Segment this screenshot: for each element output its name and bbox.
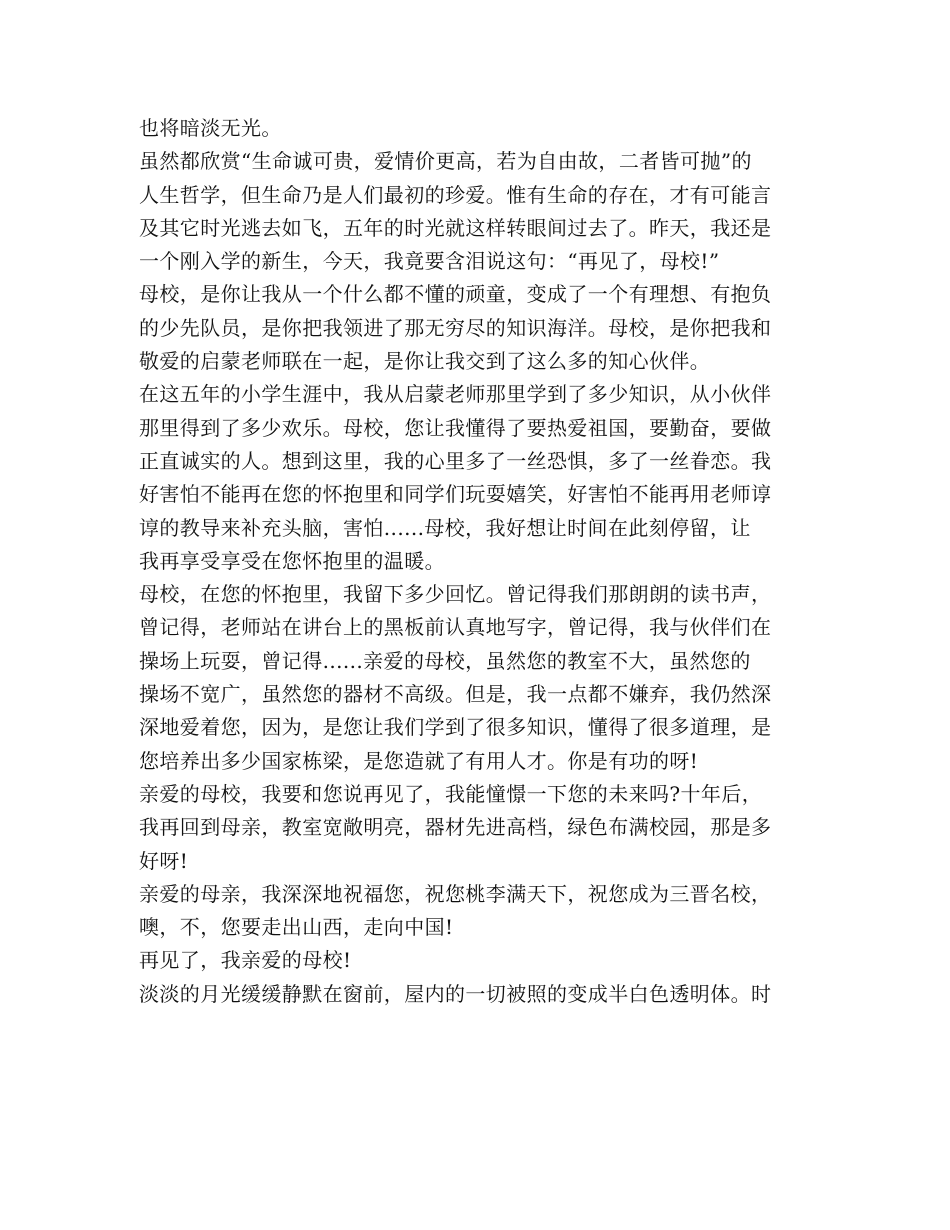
text-line: 及其它时光逃去如飞，五年的时光就这样转眼间过去了。昨天，我还是 [139,215,772,240]
text-line: 亲爱的母亲，我深深地祝福您，祝您桃李满天下，祝您成为三晋名校， [139,881,772,906]
text-line: 母校，在您的怀抱里，我留下多少回忆。曾记得我们那朗朗的读书声， [139,582,772,607]
text-line: 那里得到了多少欢乐。母校，您让我懂得了要热爱祖国，要勤奋，要做 [139,415,772,440]
text-line: 好害怕不能再在您的怀抱里和同学们玩耍嬉笑，好害怕不能再用老师谆 [139,482,772,507]
text-line: 操场不宽广，虽然您的器材不高级。但是，我一点都不嫌弃，我仍然深 [139,682,772,707]
text-line: 人生哲学，但生命乃是人们最初的珍爱。惟有生命的存在，才有可能言 [139,182,772,207]
text-line: 敬爱的启蒙老师联在一起，是你让我交到了这么多的知心伙伴。 [139,349,711,374]
text-line: 噢，不，您要走出山西，走向中国! [139,915,454,940]
text-line: 淡淡的月光缓缓静默在窗前，屋内的一切被照的变成半白色透明体。时 [139,981,772,1006]
text-line: 深地爱着您，因为，是您让我们学到了很多知识，懂得了很多道理，是 [139,715,772,740]
document-body [139,112,819,1011]
text-line: 母校，是你让我从一个什么都不懂的顽童，变成了一个有理想、有抱负 [139,282,772,307]
text-line: 您培养出多少国家栋梁，是您造就了有用人才。你是有功的呀! [139,748,699,773]
text-line: 再见了，我亲爱的母校! [139,948,352,973]
text-line: 亲爱的母校，我要和您说再见了，我能憧憬一下您的未来吗?十年后， [139,781,763,806]
text-line: 一个刚入学的新生，今天，我竟要含泪说这句：“再见了，母校!” [139,249,720,274]
text-line: 谆的教导来补充头脑，害怕......母校，我好想让时间在此刻停留，让 [139,515,751,540]
text-line: 在这五年的小学生涯中，我从启蒙老师那里学到了多少知识，从小伙伴 [139,382,772,407]
text-line: 正直诚实的人。想到这里，我的心里多了一丝恐惧，多了一丝眷恋。我 [139,448,772,473]
text-line: 也将暗淡无光。 [139,116,282,140]
text-line: 我再享受享受在您怀抱里的温暖。 [139,548,445,573]
text-line: 操场上玩耍，曾记得......亲爱的母校，虽然您的教室不大，虽然您的 [139,648,751,673]
text-line: 好呀! [139,848,189,873]
text-line: 虽然都欣赏“生命诚可贵，爱情价更高，若为自由故，二者皆可抛”的 [139,149,752,174]
text-line: 的少先队员，是你把我领进了那无穷尽的知识海洋。母校，是你把我和 [139,315,772,340]
text-line: 我再回到母亲，教室宽敞明亮，器材先进高档，绿色布满校园，那是多 [139,815,772,840]
text-line: 曾记得，老师站在讲台上的黑板前认真地写字，曾记得，我与伙伴们在 [139,615,772,640]
